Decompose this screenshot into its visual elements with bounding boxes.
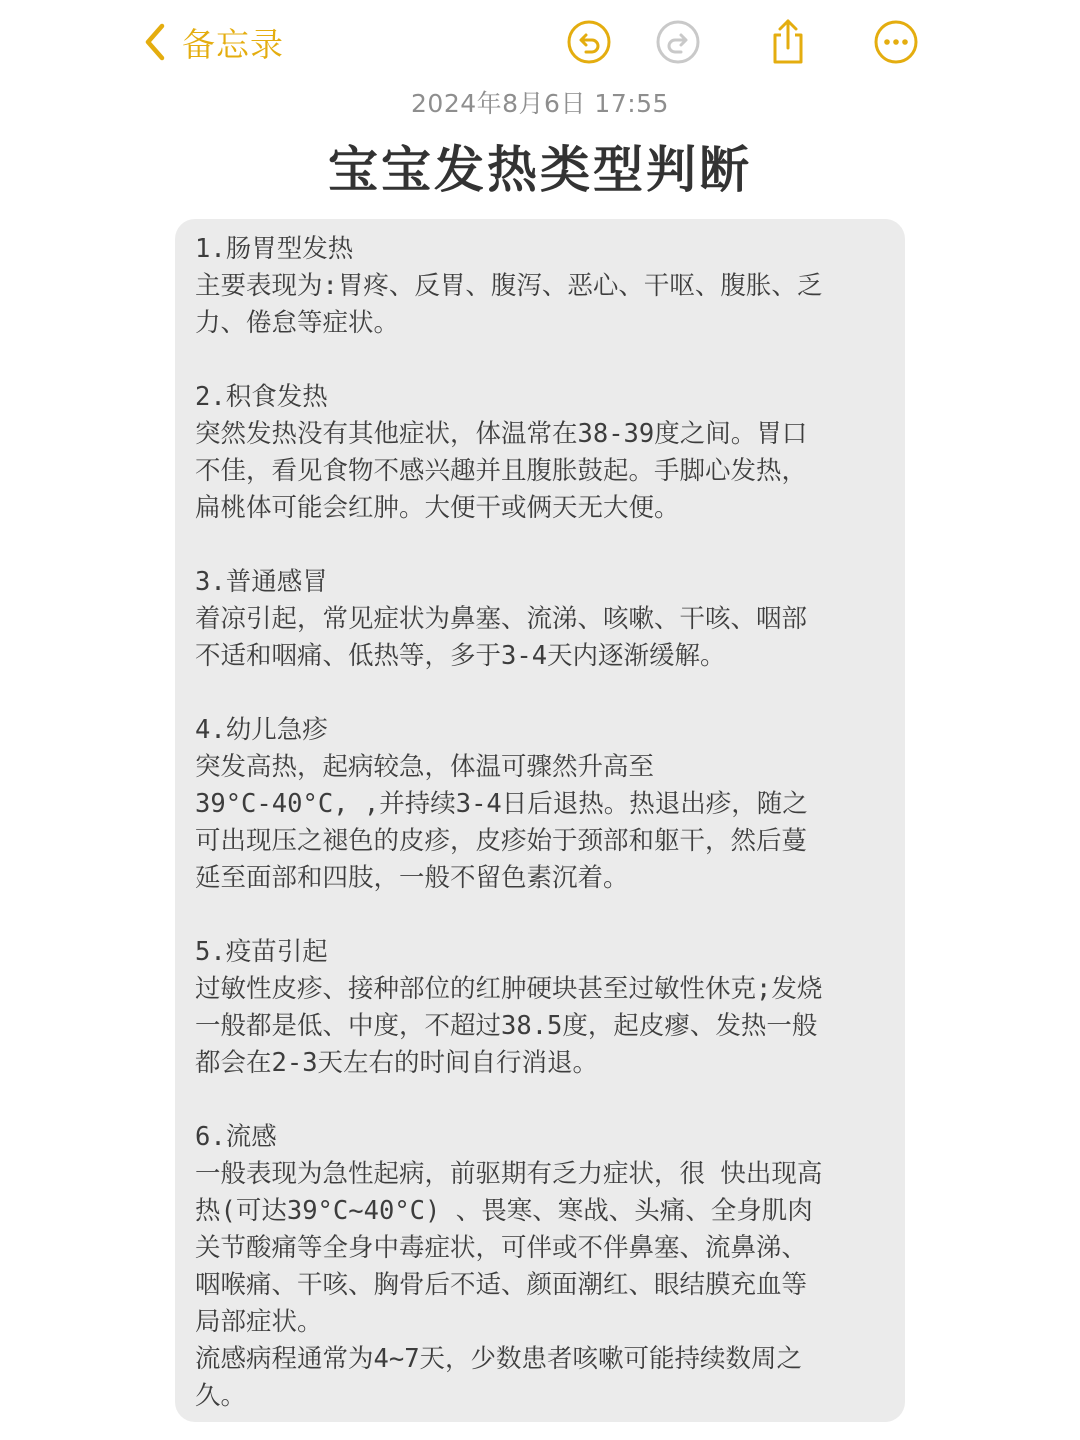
- back-label: 备忘录: [182, 24, 284, 64]
- undo-icon: [565, 18, 613, 66]
- section-heading: 4.幼儿急疹: [195, 715, 328, 745]
- note-body[interactable]: [175, 219, 905, 1422]
- share-button[interactable]: [764, 18, 812, 66]
- section-text-line: 39°C-40°C, ,并持续3-4日后退热。热退出疹，随之: [195, 789, 808, 819]
- note-date: 2024年8月6日 17:55: [411, 89, 669, 118]
- section-text-line: 突然发热没有其他症状，体温常在38-39度之间。胃口: [195, 419, 808, 449]
- redo-button[interactable]: [654, 18, 702, 66]
- share-icon: [764, 18, 812, 66]
- chevron-left-icon: [142, 22, 168, 62]
- section-heading: 2.积食发热: [195, 382, 328, 412]
- navigation-bar: [0, 0, 1080, 86]
- section-text-line: 力、倦怠等症状。: [195, 308, 400, 338]
- section-text-line: 都会在2-3天左右的时间自行消退。: [195, 1048, 599, 1078]
- section-text-line: 久。: [195, 1381, 247, 1411]
- back-button[interactable]: [142, 18, 284, 66]
- section-text-line: 突发高热，起病较急，体温可骤然升高至: [195, 752, 655, 782]
- section-text-line: 延至面部和四肢，一般不留色素沉着。: [195, 863, 629, 893]
- section-text-line: 着凉引起，常见症状为鼻塞、流涕、咳嗽、干咳、咽部: [195, 604, 808, 634]
- section-text-line: 热(可达39°C~40°C) 、畏寒、寒战、头痛、全身肌肉: [195, 1196, 813, 1226]
- note-title: 宝宝发热类型判断: [328, 141, 752, 199]
- redo-icon: [654, 18, 702, 66]
- section-text-line: 一般表现为急性起病，前驱期有乏力症状，很 快出现高: [195, 1159, 823, 1189]
- section-text-line: 局部症状。: [195, 1307, 323, 1337]
- section-text-line: 过敏性皮疹、接种部位的红肿硬块甚至过敏性休克;发烧: [195, 974, 823, 1004]
- note-section: [195, 379, 891, 527]
- note-section: [195, 712, 891, 897]
- section-text-line: 可出现压之褪色的皮疹，皮疹始于颈部和躯干，然后蔓: [195, 826, 808, 856]
- more-icon: [872, 18, 920, 66]
- section-text-line: 不佳，看见食物不感兴趣并且腹胀鼓起。手脚心发热，: [195, 456, 808, 486]
- section-heading: 5.疫苗引起: [195, 937, 328, 967]
- note-section: [195, 231, 891, 342]
- section-heading: 1.肠胃型发热: [195, 234, 354, 264]
- more-button[interactable]: [872, 18, 920, 66]
- section-text-line: 流感病程通常为4~7天，少数患者咳嗽可能持续数周之: [195, 1344, 803, 1374]
- section-text-line: 咽喉痛、干咳、胸骨后不适、颜面潮红、眼结膜充血等: [195, 1270, 808, 1300]
- section-heading: 6.流感: [195, 1122, 277, 1152]
- section-text-line: 一般都是低、中度，不超过38.5度，起皮瘳、发热一般: [195, 1011, 818, 1041]
- section-text-line: 不适和咽痛、低热等，多于3-4天内逐渐缓解。: [195, 641, 726, 671]
- section-text-line: 主要表现为:胃疼、反胃、腹泻、恶心、干呕、腹胀、乏: [195, 271, 823, 301]
- note-section: [195, 564, 891, 675]
- undo-button[interactable]: [565, 18, 613, 66]
- note-section: [195, 1119, 891, 1415]
- note-section: [195, 934, 891, 1082]
- section-heading: 3.普通感冒: [195, 567, 328, 597]
- section-text-line: 扁桃体可能会红肿。大便干或俩天无大便。: [195, 493, 680, 523]
- section-text-line: 关节酸痛等全身中毒症状，可伴或不伴鼻塞、流鼻涕、: [195, 1233, 808, 1263]
